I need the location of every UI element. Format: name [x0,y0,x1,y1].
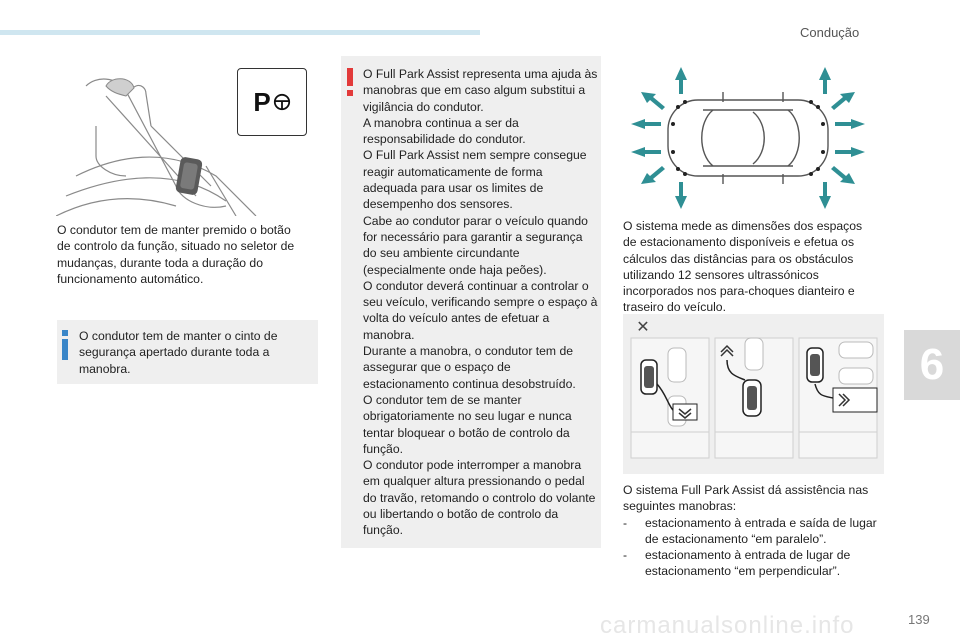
info-note [57,320,318,384]
list-item-text: estacionamento à entrada e saída de lugar de estacionamento “em paralelo”. [645,515,877,546]
watermark: carmanualsonline.info [600,612,855,639]
maneuvers-illustration [623,314,884,474]
list-dash: - [623,515,628,530]
car-sensors-illustration [623,62,873,212]
intro-paragraph: O condutor tem de manter premido o botão de controlo da função, situado no seletor de mudanças, durante toda a duração do funcionamento automático. [57,223,295,286]
car-top-view [668,92,828,184]
sensor-dots [671,100,825,176]
maneuvers-intro: O sistema Full Park Assist dá assistência nas seguintes manobras: [623,483,869,514]
warning-line: O condutor tem de se manter obrigatoriamente no seu lugar e nunca tentar bloquear o botão de controlo da função. [363,392,572,456]
sensors-paragraph: O sistema mede as dimensões dos espaços de estacionamento disponíveis e efetua os cálculos das distâncias para os obstáculos utilizando 12 sensores ultrassónicos incorporados nos para-choques dianteiro e traseiro do veículo. [623,219,863,315]
sensor-arrows [631,67,865,209]
maneuvers-list [623,515,883,580]
warning-line: A manobra continua a ser da responsabilidade do condutor. [363,115,526,147]
info-icon [62,330,68,360]
maneuver-panel-parallel-in [631,338,709,458]
info-note-text: O condutor tem de manter o cinto de segurança apertado durante toda a manobra. [79,329,278,376]
warning-icon [347,68,353,96]
warning-box [341,56,601,548]
maneuver-panel-perpendicular [799,338,877,458]
list-dash: - [623,548,628,563]
park-assist-letter: P [253,86,271,117]
page-number: 139 [908,612,930,627]
list-item [623,515,883,548]
close-icon: ✕ [636,319,650,336]
warning-line: Cabe ao condutor parar o veículo quando for necessário para garantir a segurança do seu ambiente circundante (especialmente onde haja peões). [363,213,588,277]
maneuvers-section [623,482,883,580]
warning-line: O Full Park Assist nem sempre consegue reagir automaticamente de forma adequada para usar os limites de desempenho dos sensores. [363,148,587,212]
park-assist-button-icon [237,68,307,136]
warning-line: Durante a manobra, o condutor tem de assegurar que o espaço de estacionamento continua desobstruído. [363,344,576,391]
maneuver-panel-parallel-out [715,338,793,458]
section-title: Condução [800,25,860,40]
steering-wheel-icon [273,93,291,111]
warning-line: O condutor deverá continuar a controlar o seu veículo, verificando sempre o espaço à volta do veículo antes de efetuar a manobra. [363,278,598,342]
list-item [623,547,883,580]
warning-line: O Full Park Assist representa uma ajuda às manobras que em caso algum substitui a vigilância do condutor. [363,67,598,114]
warning-line: O condutor pode interromper a manobra em qualquer altura pressionando o pedal do travão, retomando o controlo do volante ou libertando o botão de controlo da função. [363,458,596,538]
header-accent-bar [0,30,480,35]
chapter-tab: 6 [904,330,960,400]
list-item-text: estacionamento à entrada de lugar de estacionamento “em perpendicular”. [645,548,851,579]
